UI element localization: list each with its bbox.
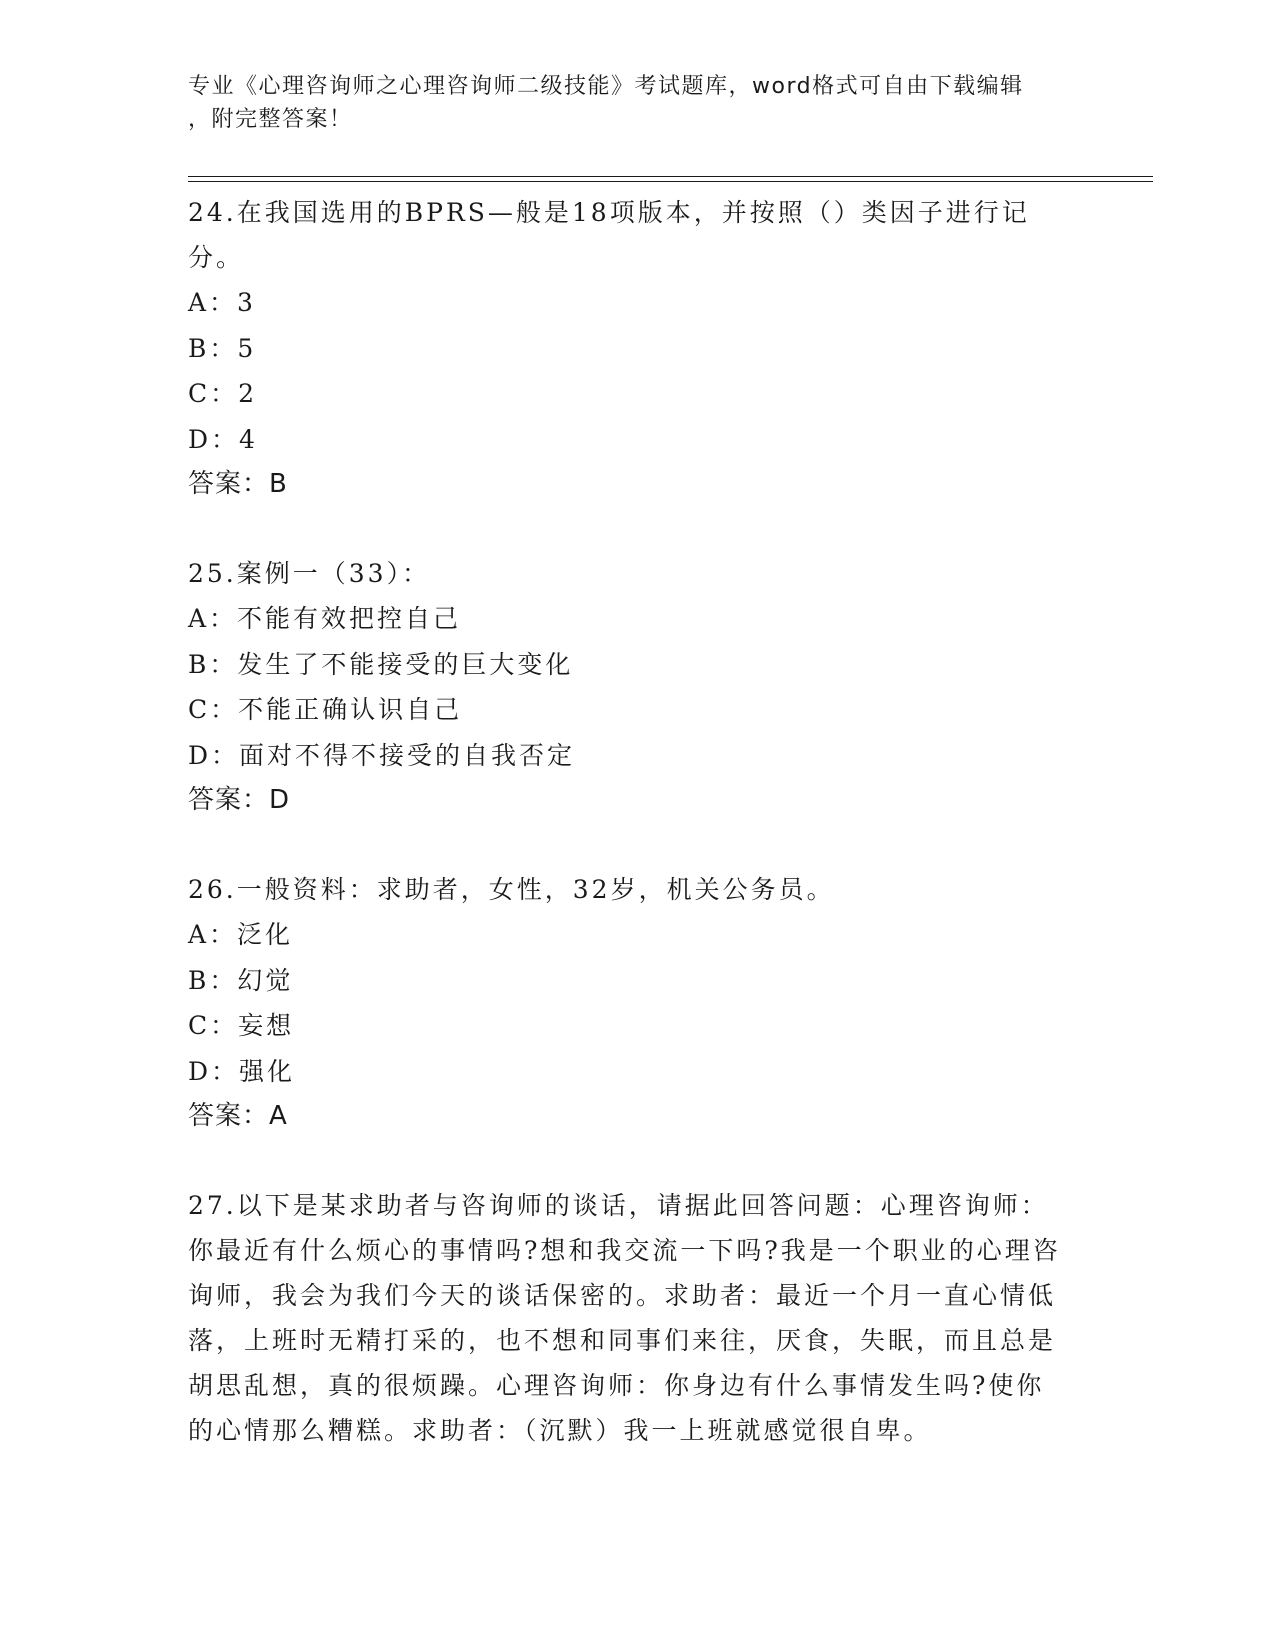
header-line-2: ，附完整答案！ bbox=[188, 107, 353, 132]
question-25 bbox=[188, 551, 1068, 823]
header-divider-top bbox=[188, 176, 1153, 177]
option-b: B：发生了不能接受的巨大变化 bbox=[188, 649, 574, 679]
question-24 bbox=[188, 190, 1068, 507]
option-d: D：强化 bbox=[188, 1056, 296, 1086]
document-header bbox=[188, 70, 1088, 136]
question-list bbox=[188, 190, 1068, 1497]
option-b: B：5 bbox=[188, 333, 257, 363]
question-text: 27.以下是某求助者与咨询师的谈话，请据此回答问题：心理咨询师：你最近有什么烦心的事情吗?想和我交流一下吗?我是一个职业的心理咨询师，我会为我们今天的谈话保密的。求助者：最近一个月一直心情低落，上班时无精打采的，也不想和同事们来往，厌食，失眠，而且总是胡思乱想，真的很烦躁。心理咨询师：你身边有什么事情发生吗?使你的心情那么糟糕。求助者：（沉默）我一上班就感觉很自卑。 bbox=[188, 1191, 1061, 1445]
question-27 bbox=[188, 1183, 1068, 1453]
option-c: C：不能正确认识自己 bbox=[188, 695, 463, 724]
question-text: 24.在我国选用的BPRS—般是18项版本，并按照（）类因子进行记分。 bbox=[188, 198, 1030, 272]
answer-label: 答案：D bbox=[188, 785, 291, 815]
option-a: A：泛化 bbox=[188, 920, 294, 949]
answer-label: 答案：A bbox=[188, 1101, 288, 1131]
option-a: A：不能有效把控自己 bbox=[188, 604, 462, 633]
header-text bbox=[188, 70, 1068, 136]
header-line-1: 专业《心理咨询师之心理咨询师二级技能》考试题库，word格式可自由下载编辑 bbox=[188, 74, 1024, 99]
option-d: D：面对不得不接受的自我否定 bbox=[188, 740, 576, 770]
option-b: B：幻觉 bbox=[188, 965, 294, 995]
option-a: A：3 bbox=[188, 288, 256, 317]
option-d: D：4 bbox=[188, 424, 258, 454]
answer-label: 答案：B bbox=[188, 469, 288, 499]
header-divider-bottom bbox=[188, 181, 1153, 182]
question-text: 25.案例一（33）： bbox=[188, 559, 431, 588]
option-c: C：妄想 bbox=[188, 1011, 295, 1040]
option-c: C：2 bbox=[188, 379, 258, 408]
question-text: 26.一般资料：求助者，女性，32岁，机关公务员。 bbox=[188, 875, 835, 904]
question-26 bbox=[188, 867, 1068, 1139]
